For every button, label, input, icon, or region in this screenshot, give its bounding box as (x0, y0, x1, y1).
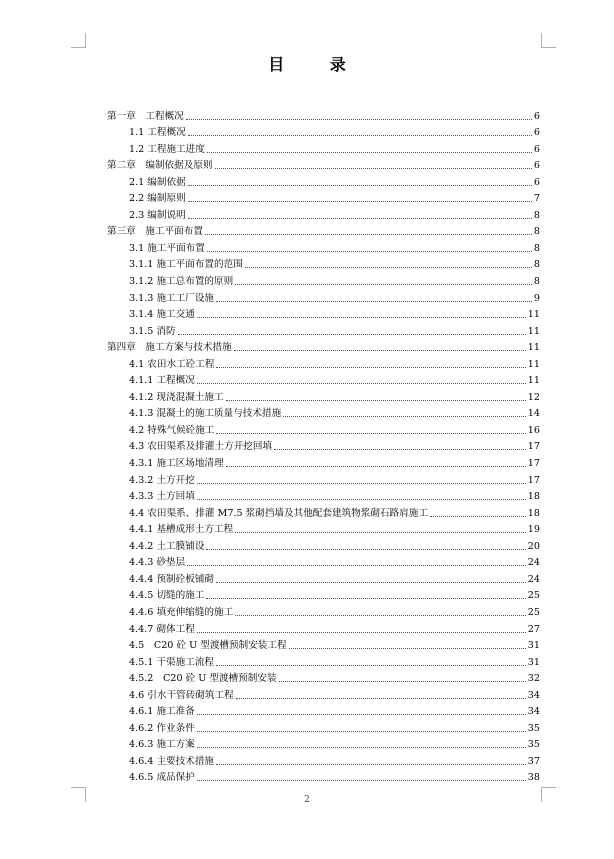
toc-entry-page: 8 (533, 259, 540, 271)
toc-entry-page: 31 (527, 656, 540, 668)
toc-entry[interactable] (107, 702, 540, 719)
toc-entry[interactable] (107, 420, 540, 437)
dot-leader (188, 201, 532, 202)
dot-leader (430, 516, 526, 517)
dot-leader (188, 218, 532, 219)
toc-entry-page: 19 (527, 524, 540, 536)
toc-entry-page: 37 (527, 755, 540, 767)
toc-entry-page: 8 (533, 226, 540, 238)
toc-entry-title: 3.1.1 施工平面布置的范围 (129, 259, 243, 271)
dot-leader (206, 598, 525, 599)
toc-entry[interactable] (107, 156, 540, 173)
toc-entry-page: 17 (527, 458, 540, 470)
toc-entry[interactable] (107, 553, 540, 570)
dot-leader (205, 234, 532, 235)
toc-entry-page: 6 (533, 176, 540, 188)
toc-entry-title: 4.6.4 主要技术措施 (129, 755, 215, 767)
toc-entry-title: 4.3 农田渠系及排灌土方开挖回填 (129, 441, 273, 453)
toc-entry-page: 7 (533, 193, 540, 205)
toc-entry[interactable] (107, 255, 540, 272)
toc-entry-title: 4.6.5 成品保护 (129, 772, 195, 784)
toc-entry-page: 27 (527, 623, 540, 635)
toc-entry-title: 4.4.2 土工膜铺设 (129, 540, 205, 552)
toc-entry[interactable] (107, 205, 540, 222)
toc-entry-page: 32 (527, 673, 540, 685)
dot-leader (226, 466, 526, 467)
toc-entry[interactable] (107, 172, 540, 189)
dot-leader (234, 350, 526, 351)
toc-entry-title: 3.1.4 施工交通 (129, 309, 195, 321)
toc-entry-page: 24 (527, 573, 540, 585)
toc-entry-title: 4.6.3 施工方案 (129, 739, 195, 751)
toc-entry-page: 6 (533, 110, 540, 122)
toc-entry-title: 3.1.2 施工总布置的原则 (129, 276, 234, 288)
dot-leader (197, 499, 526, 500)
toc-entry[interactable] (107, 602, 540, 619)
toc-entry-page: 12 (527, 391, 540, 403)
toc-entry-page: 35 (527, 722, 540, 734)
toc-entry-title: 4.2 特殊气候砼施工 (129, 424, 215, 436)
dot-leader (207, 251, 532, 252)
toc-entry[interactable] (107, 586, 540, 603)
toc-entry-title: 4.6 引水干管砖砌筑工程 (129, 689, 234, 701)
toc-entry-page: 34 (527, 706, 540, 718)
dot-leader (197, 747, 526, 748)
toc-entry[interactable] (107, 238, 540, 255)
toc-entry-page: 25 (527, 606, 540, 618)
dot-leader (279, 681, 526, 682)
toc-entry-page: 34 (527, 689, 540, 701)
toc-entry-title: 4.3.1 施工区场地清理 (129, 458, 224, 470)
toc-entry-title: 4.1.1 工程概况 (129, 375, 195, 387)
dot-leader (188, 135, 532, 136)
toc-entry-title: 2.1 编制依据 (129, 176, 186, 188)
toc-entry[interactable] (107, 106, 540, 123)
toc-entry-title: 4.5.2 C20 砼 U 型渡槽预制安装 (129, 673, 277, 685)
table-of-contents (107, 106, 540, 784)
toc-entry[interactable] (107, 503, 540, 520)
page-title: 目 录 (268, 55, 366, 74)
dot-leader (289, 648, 526, 649)
toc-entry-page: 6 (533, 127, 540, 139)
toc-entry-title: 3.1.3 施工工厂设施 (129, 292, 215, 304)
dot-leader (188, 185, 532, 186)
toc-entry-title: 4.4.6 填充伸缩缝的施工 (129, 606, 234, 618)
toc-entry-title: 第三章 施工平面布置 (107, 226, 203, 238)
dot-leader (216, 665, 526, 666)
toc-entry-page: 8 (533, 276, 540, 288)
toc-entry[interactable] (107, 404, 540, 421)
dot-leader (283, 416, 526, 417)
crop-mark-top-left (71, 33, 86, 48)
toc-entry-title: 第四章 施工方案与技术措施 (107, 342, 232, 354)
toc-entry-page: 18 (527, 491, 540, 503)
dot-leader (178, 334, 526, 335)
toc-entry[interactable] (107, 569, 540, 586)
toc-entry-page: 17 (527, 474, 540, 486)
toc-entry[interactable] (107, 288, 540, 305)
toc-entry-page: 38 (527, 772, 540, 784)
toc-entry-page: 31 (527, 640, 540, 652)
toc-entry[interactable] (107, 636, 540, 653)
toc-entry-title: 4.5.1 干渠施工流程 (129, 656, 215, 668)
toc-entry-page: 11 (527, 309, 540, 321)
toc-entry-title: 1.2 工程施工进度 (129, 143, 205, 155)
page-number: 2 (304, 795, 310, 805)
toc-entry-title: 4.4 农田渠系、排灌 M7.5 浆砌挡墙及其他配套建筑物浆砌石路肩施工 (129, 507, 428, 519)
toc-entry[interactable] (107, 453, 540, 470)
toc-entry[interactable] (107, 437, 540, 454)
toc-entry-page: 24 (527, 557, 540, 569)
toc-entry[interactable] (107, 189, 540, 206)
toc-entry-page: 11 (527, 325, 540, 337)
toc-entry-page: 11 (527, 358, 540, 370)
crop-mark-top-right (541, 33, 556, 48)
toc-entry-title: 4.5 C20 砼 U 型渡槽预制安装工程 (129, 640, 287, 652)
toc-entry-title: 4.6.1 施工准备 (129, 706, 195, 718)
toc-entry-page: 14 (527, 408, 540, 420)
dot-leader (216, 301, 532, 302)
toc-entry[interactable] (107, 735, 540, 752)
toc-entry[interactable] (107, 652, 540, 669)
toc-entry-title: 3.1 施工平面布置 (129, 242, 205, 254)
dot-leader (197, 632, 526, 633)
toc-entry-page: 16 (527, 424, 540, 436)
toc-entry-title: 第一章 工程概况 (107, 110, 184, 122)
toc-entry[interactable] (107, 222, 540, 239)
toc-entry-page: 6 (533, 143, 540, 155)
toc-entry[interactable] (107, 520, 540, 537)
toc-entry[interactable] (107, 768, 540, 785)
toc-entry[interactable] (107, 338, 540, 355)
toc-entry-title: 2.3 编制说明 (129, 209, 186, 221)
toc-entry-title: 4.4.5 切缝的施工 (129, 590, 205, 602)
toc-entry-page: 8 (533, 242, 540, 254)
toc-entry-page: 17 (527, 441, 540, 453)
toc-entry-page: 9 (533, 292, 540, 304)
toc-entry-page: 18 (527, 507, 540, 519)
dot-leader (187, 565, 526, 566)
dot-leader (207, 152, 532, 153)
toc-entry-title: 4.4.3 砂垫层 (129, 557, 186, 569)
toc-entry-page: 11 (527, 375, 540, 387)
toc-entry-title: 4.4.7 砌体工程 (129, 623, 195, 635)
toc-entry-title: 4.1.2 现浇混凝土施工 (129, 391, 224, 403)
dot-leader (197, 483, 526, 484)
toc-entry-title: 4.3.2 土方开挖 (129, 474, 195, 486)
toc-entry[interactable] (107, 271, 540, 288)
dot-leader (197, 780, 526, 781)
dot-leader (216, 433, 525, 434)
toc-entry[interactable] (107, 619, 540, 636)
toc-entry-title: 第二章 编制依据及原则 (107, 160, 213, 172)
toc-entry[interactable] (107, 387, 540, 404)
dot-leader (197, 383, 526, 384)
toc-entry[interactable] (107, 123, 540, 140)
dot-leader (236, 698, 526, 699)
toc-entry-page: 11 (527, 342, 540, 354)
toc-entry[interactable] (107, 487, 540, 504)
toc-entry-title: 4.1 农田水工砼工程 (129, 358, 215, 370)
toc-entry[interactable] (107, 718, 540, 735)
dot-leader (216, 764, 526, 765)
toc-entry[interactable] (107, 669, 540, 686)
dot-leader (215, 168, 532, 169)
toc-entry[interactable] (107, 371, 540, 388)
toc-entry-title: 4.4.4 预制砼板铺砌 (129, 573, 215, 585)
dot-leader (197, 317, 526, 318)
toc-entry-page: 8 (533, 209, 540, 221)
toc-entry-title: 4.4.1 基槽成形土方工程 (129, 524, 234, 536)
dot-leader (197, 714, 526, 715)
toc-entry-title: 1.1 工程概况 (129, 127, 186, 139)
dot-leader (235, 615, 526, 616)
toc-entry-page: 20 (527, 540, 540, 552)
toc-entry[interactable] (107, 685, 540, 702)
toc-entry-page: 6 (533, 160, 540, 172)
dot-leader (216, 582, 526, 583)
dot-leader (186, 119, 532, 120)
toc-entry-page: 35 (527, 739, 540, 751)
dot-leader (245, 267, 532, 268)
toc-entry-title: 2.2 编制原则 (129, 193, 186, 205)
dot-leader (197, 731, 526, 732)
dot-leader (274, 449, 526, 450)
dot-leader (226, 400, 526, 401)
toc-entry-title: 4.3.3 土方回填 (129, 491, 195, 503)
toc-entry-title: 4.1.3 混凝土的施工质量与技术措施 (129, 408, 282, 420)
toc-entry-title: 4.6.2 作业条件 (129, 722, 195, 734)
toc-entry-title: 3.1.5 消防 (129, 325, 176, 337)
dot-leader (206, 549, 525, 550)
dot-leader (235, 532, 526, 533)
toc-entry[interactable] (107, 321, 540, 338)
toc-entry[interactable] (107, 139, 540, 156)
toc-entry[interactable] (107, 354, 540, 371)
toc-entry[interactable] (107, 470, 540, 487)
toc-entry[interactable] (107, 536, 540, 553)
toc-entry[interactable] (107, 305, 540, 322)
toc-entry-page: 25 (527, 590, 540, 602)
dot-leader (235, 284, 532, 285)
toc-entry[interactable] (107, 751, 540, 768)
dot-leader (216, 367, 525, 368)
